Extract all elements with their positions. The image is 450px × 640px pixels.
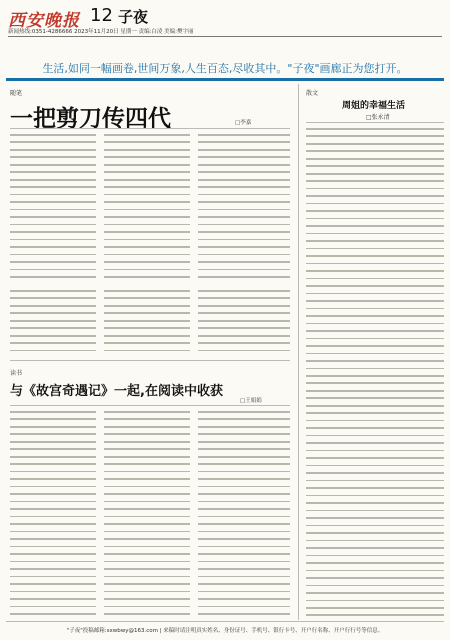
masthead-info: 新闻热线:0351-4286666 2023年11月20日 星期一 责编:白凌 美编:樊宇丽 (8, 29, 194, 35)
column-divider (298, 84, 299, 620)
article3-text-col-3 (198, 411, 290, 619)
article1-text-col-2b (104, 290, 190, 352)
section-title: 子夜 (118, 8, 149, 26)
article2-byline: □张永清 (366, 114, 390, 121)
page-number: 12 (90, 5, 113, 26)
article1-text-col-3b (198, 290, 290, 352)
footer-note: "子夜"投稿邮箱:sxwbwy@163.com | 来稿时请注明真实姓名、身份证号、手机号、银行卡号、开户行名称、开户行行号等信息。 (66, 628, 384, 634)
article-separator (10, 360, 290, 361)
article2-text (306, 128, 444, 618)
article1-text-col-1 (10, 134, 96, 282)
article3-byline: □王娟娟 (240, 398, 262, 404)
article1-rule (10, 128, 290, 129)
article1-text-col-3 (198, 134, 290, 282)
footer-rule (6, 621, 444, 622)
article1-column-label: 随笔 (10, 90, 23, 97)
section-slogan: 生活,如同一幅画卷,世间万象,人生百态,尽收其中。"子夜"画廊正为您打开。 (42, 62, 408, 75)
article1-text-col-2 (104, 134, 190, 282)
header-rule (6, 78, 444, 81)
article1-byline: □李嘉 (235, 120, 252, 126)
article2-rule (306, 122, 444, 123)
article2-column-label: 散文 (306, 90, 319, 97)
article3-rule (10, 405, 290, 406)
article3-column-label: 读书 (10, 370, 23, 377)
article2-headline: 周姐的幸福生活 (342, 101, 406, 111)
article3-headline: 与《故宫奇遇记》一起,在阅读中收获 (10, 384, 223, 399)
newspaper-logo: 西安晚报 (8, 11, 80, 31)
masthead (8, 6, 442, 37)
article1-text-col-1b (10, 290, 96, 352)
article3-text-col-2 (104, 411, 190, 619)
article1-headline: 一把剪刀传四代 (10, 106, 171, 132)
article3-text-col-1 (10, 411, 96, 619)
